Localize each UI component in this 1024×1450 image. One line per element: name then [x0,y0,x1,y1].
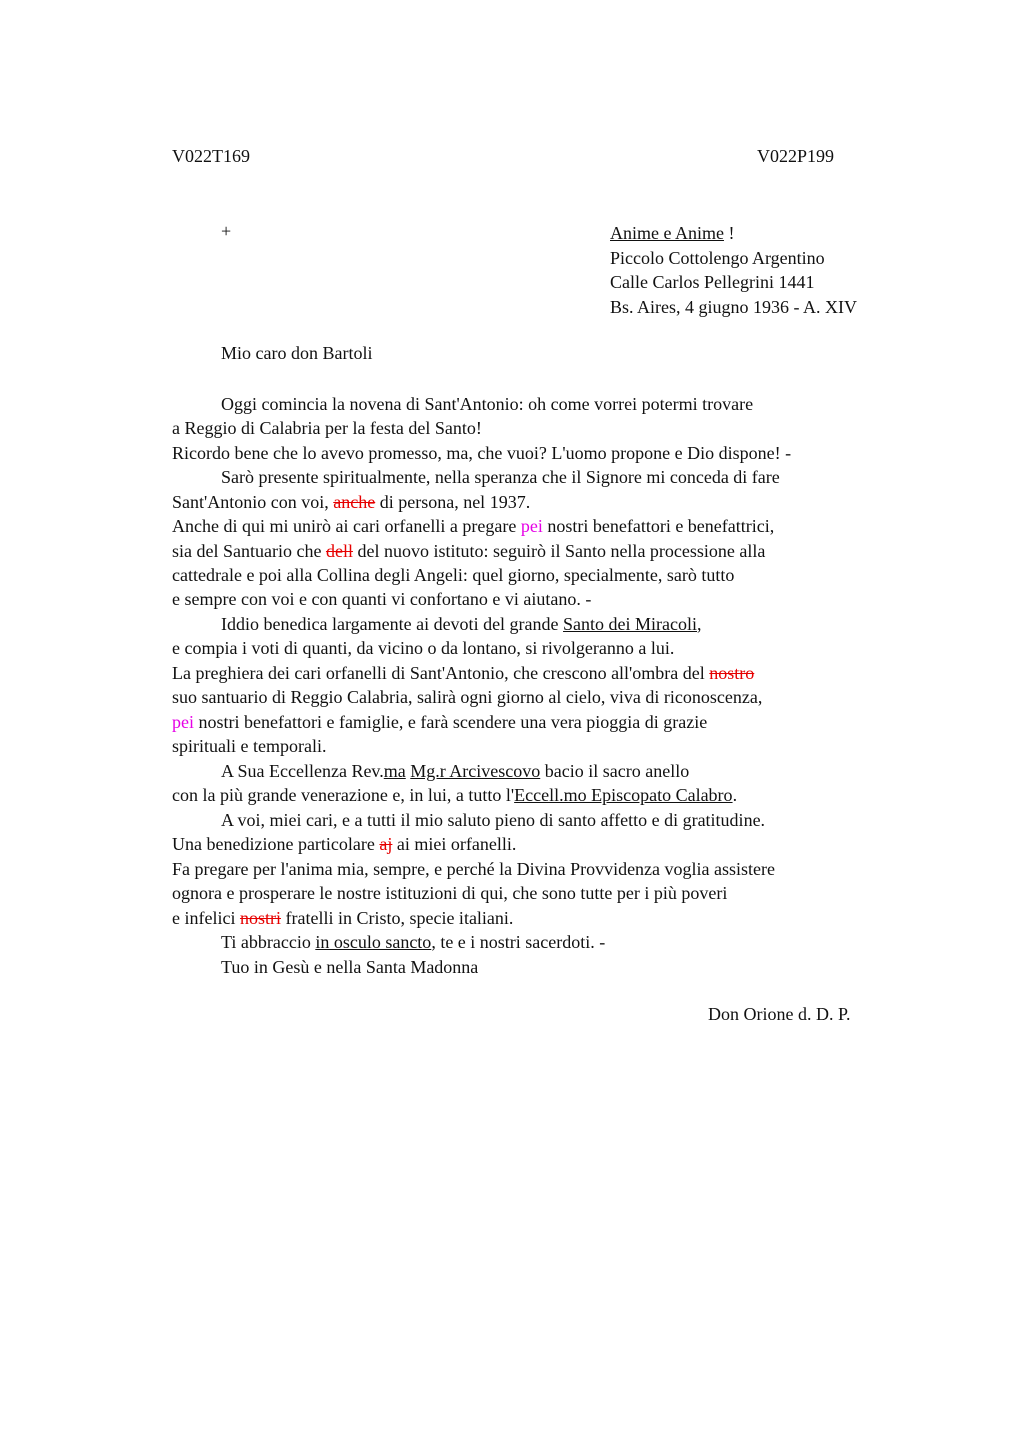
signature: Don Orione d. D. P. [708,1004,851,1024]
body-line-18: A voi, miei cari, e a tutti il mio saluto pieno di santo affetto e di gratitudine. [221,810,766,830]
underlined-phrase: Eccell.mo Episcopato Calabro [514,785,733,805]
body-line-7: sia del Santuario che dell del nuovo istituto: seguirò il Santo nella processione alla [172,541,766,561]
highlighted-word: pei [520,516,543,536]
address-institution: Piccolo Cottolengo Argentino [610,247,825,268]
body-line-1: Oggi comincia la novena di Sant'Antonio: oh come vorrei potermi trovare [221,394,754,414]
body-line-4: Sarò presente spiritualmente, nella speranza che il Signore mi conceda di fare [221,467,780,487]
body-line-11: e compia i voti di quanti, da vicino o da lontano, si rivolgeranno a lui. [172,638,675,658]
body-line-13: suo santuario di Reggio Calabria, salirà ogni giorno al cielo, viva di riconoscenza, [172,687,763,707]
body-line-5: Sant'Antonio con voi, anche di persona, nel 1937. [172,492,531,512]
address-block [610,221,857,319]
body-line-16: A Sua Eccellenza Rev.ma Mg.r Arcivescovo bacio il sacro anello [221,761,690,781]
salutation: Mio caro don Bartoli [221,343,373,363]
underlined-phrase: in osculo sancto [315,932,432,952]
body-line-22: e infelici nostri fratelli in Cristo, specie italiani. [172,908,514,928]
underlined-phrase: Mg.r Arcivescovo [410,761,541,781]
body-line-10: Iddio benedica largamente ai devoti del grande Santo dei Miracoli, [221,614,702,634]
body-line-12: La preghiera dei cari orfanelli di Sant'Antonio, che crescono all'ombra del nostro [172,663,755,683]
body-line-23: Ti abbraccio in osculo sancto, te e i nostri sacerdoti. - [221,932,606,952]
body-line-8: cattedrale e poi alla Collina degli Angeli: quel giorno, specialmente, sarò tutto [172,565,735,585]
closing-line: Tuo in Gesù e nella Santa Madonna [221,957,479,977]
body-line-14: pei nostri benefattori e famiglie, e farà scendere una vera pioggia di grazie [172,712,708,732]
body-line-3: Ricordo bene che lo avevo promesso, ma, che vuoi? L'uomo propone e Dio dispone! - [172,443,792,463]
body-line-2: a Reggio di Calabria per la festa del Santo! [172,418,482,438]
deleted-word: dell [325,541,353,561]
address-motto [610,221,857,246]
deleted-word: aj [379,834,393,854]
body-line-19: Una benedizione particolare aj ai miei orfanelli. [172,834,517,854]
body-line-15: spirituali e temporali. [172,736,327,756]
highlighted-word: pei [172,712,194,732]
document-code-left: V022T169 [172,146,250,166]
document-code-right: V022P199 [757,146,835,166]
motto-end: ! [723,223,735,243]
underlined-phrase: Santo dei Miracoli [563,614,698,634]
body-line-20: Fa pregare per l'anima mia, sempre, e perché la Divina Provvidenza voglia assistere [172,859,776,879]
address-street: Calle Carlos Pellegrini 1441 [610,272,815,292]
deleted-word: nostro [709,663,755,683]
motto-underlined: Anime e Anime [610,223,724,243]
body-line-9: e sempre con voi e con quanti vi confortano e vi aiutano. - [172,589,592,609]
deleted-word: nostri [239,908,281,928]
body-line-17: con la più grande venerazione e, in lui, a tutto l'Eccell.mo Episcopato Calabro. [172,785,738,805]
address-date: Bs. Aires, 4 giugno 1936 - A. XIV [610,296,857,317]
body-line-21: ognora e prosperare le nostre istituzioni di qui, che sono tutte per i più poveri [172,883,728,903]
body-line-6: Anche di qui mi unirò ai cari orfanelli a pregare pei nostri benefattori e benefattrici, [172,516,775,536]
cross-mark: + [221,221,232,241]
underlined-abbreviation: ma [383,761,406,781]
deleted-word: anche [333,492,376,512]
